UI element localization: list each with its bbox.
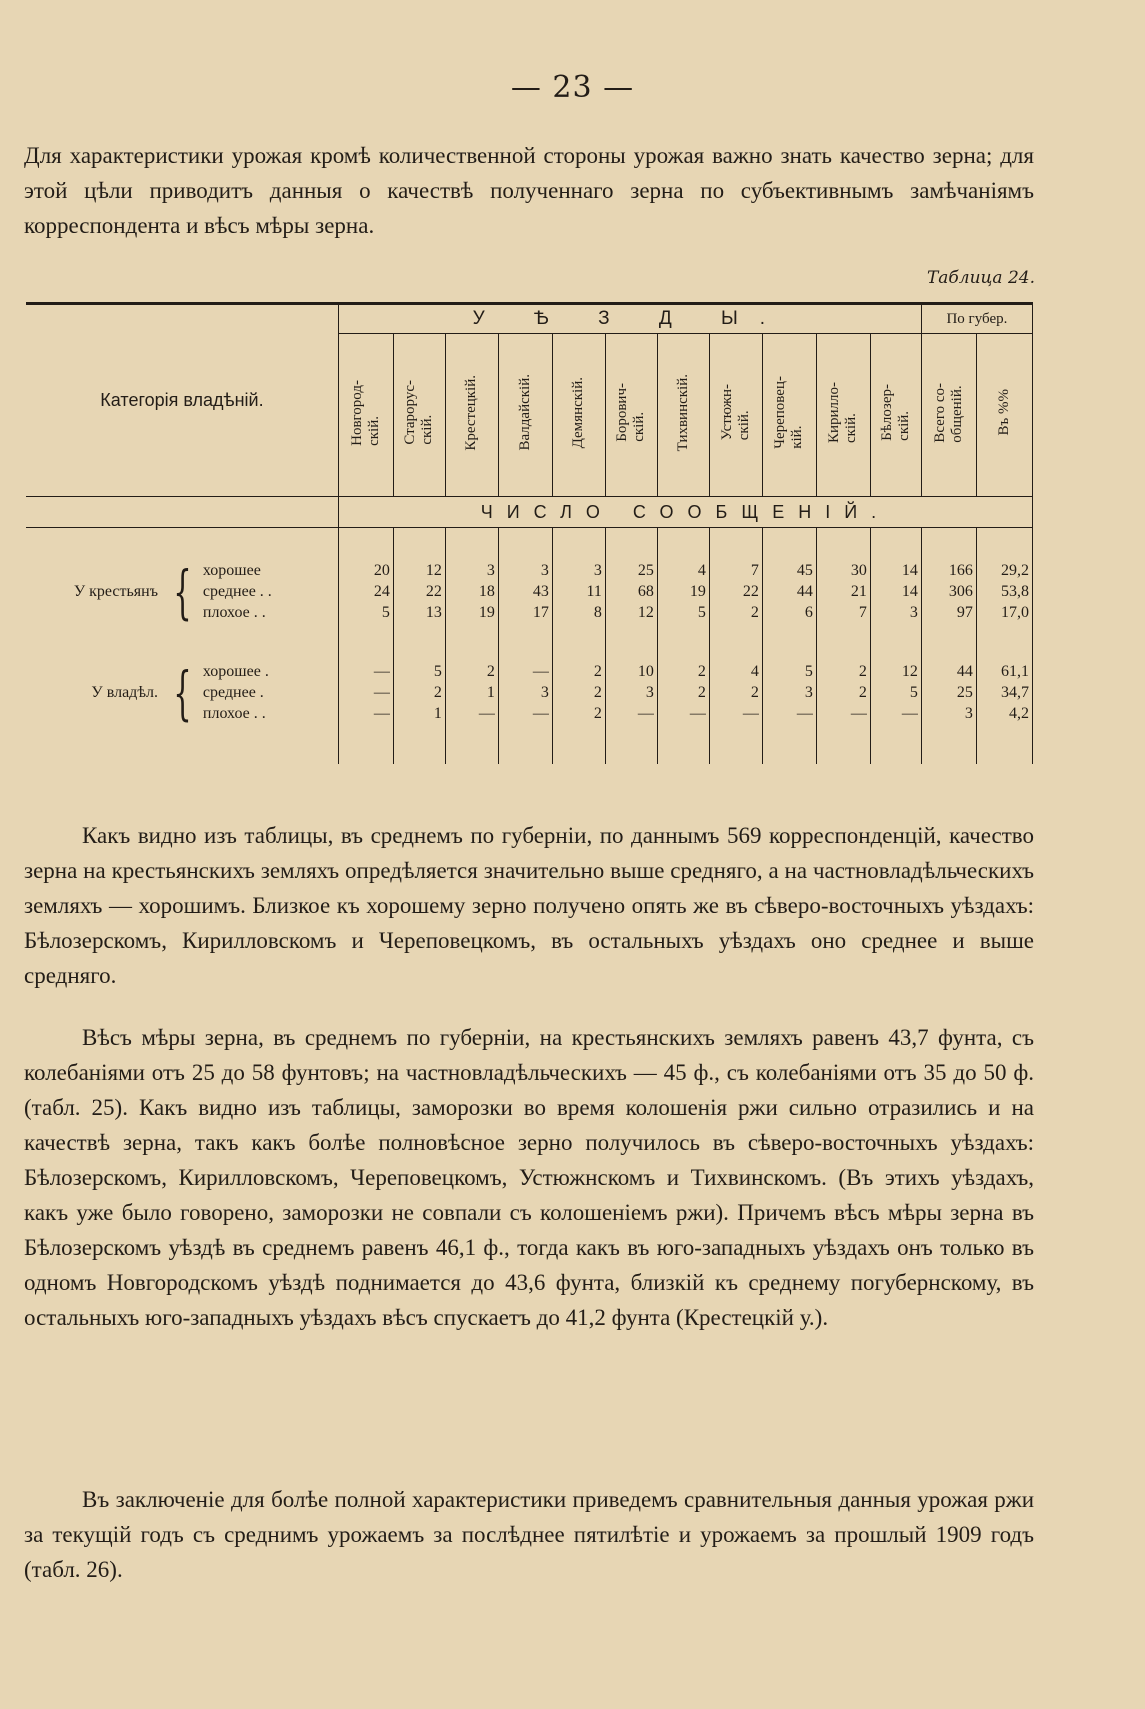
table-cell: 8 — [552, 602, 605, 623]
group-name: У владѣл. — [91, 683, 158, 701]
table-cell: 2 — [657, 661, 709, 682]
table-cell: 45 — [762, 560, 816, 581]
table-cell: — — [709, 703, 762, 724]
table-cell: 2 — [816, 661, 870, 682]
table-cell: 2 — [393, 682, 445, 703]
table-cell: 12 — [870, 661, 921, 682]
table-cell: 29,2 — [976, 560, 1032, 581]
paragraph-quality: Какъ видно изъ таблицы, въ среднемъ по губерніи, по даннымъ 569 корреспонденцій, качество зерна на крестьянскихъ земляхъ опредѣляется значительно выше средняго, а на частновладѣльческихъ земляхъ — хорошимъ. Близкое къ хорошему зерно получено опять же въ сѣверо-восточныхъ уѣздахъ: Бѣлозерскомъ, Кирилловскомъ и Череповецкомъ, въ остальныхъ уѣздахъ оно среднее и выше средняго. — [24, 823, 1034, 988]
table-cell: — — [605, 703, 657, 724]
column-header: Бѣлозер- скій. — [878, 384, 912, 441]
column-header: Борович- скій. — [614, 383, 648, 442]
table-cell: 44 — [762, 581, 816, 602]
table-cell: 61,1 — [976, 661, 1032, 682]
table-cell: 14 — [870, 581, 921, 602]
table-cell: 19 — [445, 602, 498, 623]
table-cell: — — [816, 703, 870, 724]
table-cell: 2 — [816, 682, 870, 703]
table-cell: 14 — [870, 560, 921, 581]
column-header: Череповец- кій. — [772, 376, 806, 449]
table-cell: — — [498, 661, 552, 682]
table-cell: 25 — [605, 560, 657, 581]
table-cell: 2 — [552, 682, 605, 703]
row-level-label: хорошее . — [202, 663, 269, 680]
category-header: Категорія владѣній. — [26, 305, 338, 497]
table-cell: 2 — [709, 682, 762, 703]
row-level-label: среднее . — [202, 684, 264, 701]
table-cell: 3 — [605, 682, 657, 703]
table-cell: 22 — [393, 581, 445, 602]
column-header: Кирилло- скій. — [826, 381, 860, 444]
table-cell: — — [870, 703, 921, 724]
table-cell: 4,2 — [976, 703, 1032, 724]
table-cell: 13 — [393, 602, 445, 623]
paragraph-intro: Для характеристики урожая кромѣ количественной стороны урожая важно знать качество зерна; для этой цѣли приводитъ данныя о качествѣ полученнаго зерна по субъективнымъ замѣчаніямъ корреспондента и вѣсъ мѣры зерна. — [24, 143, 1034, 238]
table-cell: 5 — [338, 602, 393, 623]
table-cell: 30 — [816, 560, 870, 581]
table-cell: 3 — [870, 602, 921, 623]
table-cell: 4 — [657, 560, 709, 581]
table-cell: 17,0 — [976, 602, 1032, 623]
table-cell: 3 — [445, 560, 498, 581]
column-header: Демянскій. — [570, 376, 587, 449]
table-cell: 22 — [709, 581, 762, 602]
table-cell: — — [445, 703, 498, 724]
table-cell: 5 — [870, 682, 921, 703]
row-level-label: среднее . . — [202, 583, 272, 600]
table-cell: 53,8 — [976, 581, 1032, 602]
table-cell: — — [338, 682, 393, 703]
table-cell: 306 — [921, 581, 976, 602]
table-subheader: ЧИСЛО СООБЩЕНІЙ. — [338, 497, 1032, 528]
table-cell: 10 — [605, 661, 657, 682]
guber-header: По губер. — [921, 305, 1032, 334]
uezdy-header: У Ѣ З Д Ы. — [338, 305, 921, 334]
table-cell: 17 — [498, 602, 552, 623]
table-cell: — — [498, 703, 552, 724]
table-cell: — — [338, 661, 393, 682]
table-cell: 12 — [393, 560, 445, 581]
table-cell: 1 — [393, 703, 445, 724]
paragraph-weight: Вѣсъ мѣры зерна, въ среднемъ по губерніи, на крестьянскихъ земляхъ равенъ 43,7 фунта, съ колебаніями отъ 25 до 58 фунтовъ; на частновладѣльческихъ — 45 ф., съ колебаніями отъ 35 до 50 ф. (табл. 25). Какъ видно изъ таблицы, заморозки во время колошенія ржи сильно отразились и на качествѣ зерна, такъ какъ болѣе полновѣсное зерно получилось въ сѣверо-восточныхъ уѣздахъ: Бѣлозерскомъ, Кирилловскомъ, Череповецкомъ, Устюжнскомъ и Тихвинскомъ. (Въ этихъ уѣздахъ, какъ уже было говорено, заморозки не совпали съ колошеніемъ ржи). Причемъ вѣсъ мѣры зерна въ Бѣлозерскомъ уѣздѣ въ среднемъ равенъ 46,1 ф., тогда какъ въ юго-западныхъ уѣздахъ онъ только въ одномъ Новгородскомъ уѣздѣ поднимается до 43,6 фунта, близкій къ среднему погубернскому, въ остальныхъ юго-западныхъ уѣздахъ вѣсъ спускаетъ до 41,2 фунта (Крестецкій у.). — [24, 1025, 1034, 1330]
table-cell: 166 — [921, 560, 976, 581]
paragraph-conclusion: Въ заключеніе для болѣе полной характеристики приведемъ сравнительныя данныя урожая ржи за текущій годъ съ среднимъ урожаемъ за послѣднее пятилѣтіе и урожаемъ за прошлый 1909 годъ (табл. 26). — [24, 1487, 1034, 1582]
table-cell: 2 — [552, 703, 605, 724]
table-caption: Таблица 24. — [926, 268, 1035, 288]
column-header: Крестецкій. — [463, 374, 480, 451]
table-cell: 34,7 — [976, 682, 1032, 703]
table-cell: 2 — [657, 682, 709, 703]
column-header: Валдайскій. — [516, 374, 533, 451]
table-cell: 7 — [709, 560, 762, 581]
table-cell: 3 — [498, 560, 552, 581]
table-cell: — — [762, 703, 816, 724]
table-cell: 20 — [338, 560, 393, 581]
group-name: У крестьянъ — [73, 582, 158, 600]
table-cell: 3 — [762, 682, 816, 703]
table-cell: 7 — [816, 602, 870, 623]
table-cell: 97 — [921, 602, 976, 623]
column-header: Устюжн- скій. — [718, 384, 752, 441]
table-cell: 1 — [445, 682, 498, 703]
table-cell: 68 — [605, 581, 657, 602]
data-table — [26, 305, 1033, 764]
brace-icon: { — [173, 557, 192, 626]
table-cell: — — [338, 703, 393, 724]
column-header: Въ %% — [995, 389, 1012, 436]
page-number: — 23 — — [510, 70, 635, 105]
table-cell: 3 — [552, 560, 605, 581]
row-level-label: плохое . . — [202, 604, 266, 621]
table-row — [26, 661, 1033, 682]
row-level-label: хорошее — [202, 562, 261, 579]
table-cell: 25 — [921, 682, 976, 703]
table-cell: 6 — [762, 602, 816, 623]
table-cell: 3 — [921, 703, 976, 724]
row-level-label: плохое . . — [202, 705, 266, 722]
column-header: Тихвинскій. — [674, 373, 691, 452]
table-cell: 2 — [709, 602, 762, 623]
table-cell: 5 — [393, 661, 445, 682]
table-cell: 19 — [657, 581, 709, 602]
data-table-container — [26, 302, 1033, 791]
column-header: Старорус- скій. — [402, 380, 436, 445]
table-cell: 4 — [709, 661, 762, 682]
table-cell: 11 — [552, 581, 605, 602]
table-cell: 43 — [498, 581, 552, 602]
table-cell: 5 — [657, 602, 709, 623]
column-header: Всего со- общеній. — [931, 382, 965, 443]
table-cell: 2 — [552, 661, 605, 682]
table-cell: 21 — [816, 581, 870, 602]
table-cell: 12 — [605, 602, 657, 623]
table-cell: 44 — [921, 661, 976, 682]
column-header: Новгород- скій. — [348, 379, 382, 446]
brace-icon: { — [173, 658, 192, 727]
row-group-label — [26, 658, 338, 727]
table-row — [26, 560, 1033, 581]
table-cell: — — [657, 703, 709, 724]
table-cell: 3 — [498, 682, 552, 703]
table-cell: 2 — [445, 661, 498, 682]
table-cell: 24 — [338, 581, 393, 602]
table-cell: 18 — [445, 581, 498, 602]
table-cell: 5 — [762, 661, 816, 682]
row-group-label — [26, 557, 338, 626]
